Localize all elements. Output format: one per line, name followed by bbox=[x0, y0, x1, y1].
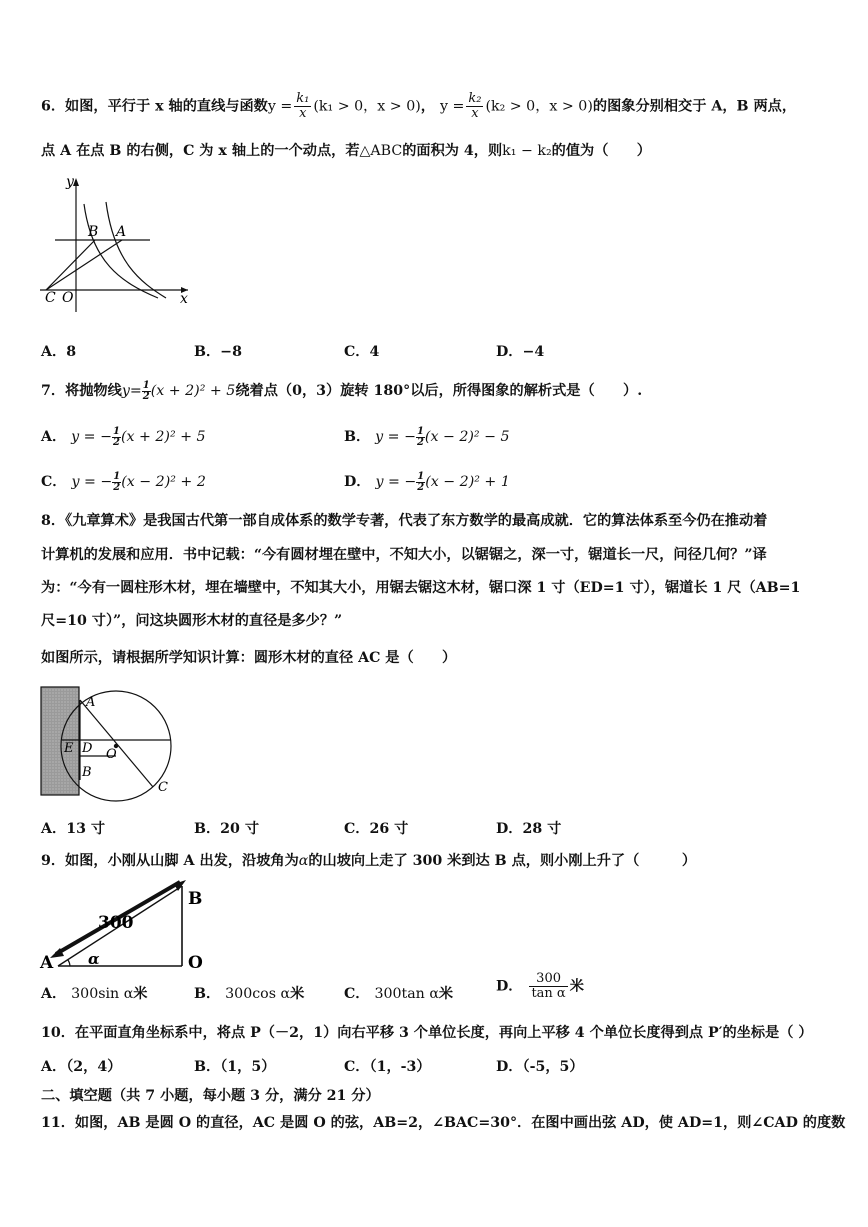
q9-fig-length: 300 bbox=[98, 913, 134, 933]
q6-option-b[interactable]: B．−8 bbox=[194, 344, 242, 360]
q9-line: 9．如图，小刚从山脚 A 出发，沿坡角为α的山坡向上走了 300 米到达 B 点，则小刚上升了（ ） bbox=[41, 853, 697, 869]
q7-option-d[interactable]: D． y = − $\frac{1}{2}$ (x − 2)² + 1 bbox=[344, 470, 510, 493]
q10-line: 10．在平面直角坐标系中，将点 P（－2，1）向右平移 3 个单位长度，再向上平移 4 个单位长度得到点 P′的坐标是（ ） bbox=[41, 1025, 813, 1041]
q9-option-a[interactable]: A． 300sin α米 bbox=[41, 986, 148, 1002]
q7-half: $\frac{1}{2}$ bbox=[142, 379, 150, 402]
q7-option-c[interactable]: C． y = − $\frac{1}{2}$ (x − 2)² + 2 bbox=[41, 470, 206, 493]
q6-option-d[interactable]: D．−4 bbox=[496, 344, 545, 360]
q8-line5: 如图所示，请根据所学知识计算：圆形木材的直径 AC 是（ ） bbox=[41, 650, 457, 666]
q7-option-b[interactable]: B． y = − $\frac{1}{2}$ (x − 2)² − 5 bbox=[344, 425, 510, 448]
q8-fig-label-c: C bbox=[158, 780, 168, 795]
q8-option-c[interactable]: C．26 寸 bbox=[344, 821, 409, 837]
q9-fig-label-b: B bbox=[188, 889, 203, 909]
q6-fig-label-b: B bbox=[88, 224, 99, 240]
q9-option-d[interactable]: D． $\frac{300}{\text{tan α}}$ 米 bbox=[496, 971, 584, 1001]
q6-fig-label-a: A bbox=[116, 224, 127, 240]
q6-line1: 6．如图，平行于 x 轴的直线与函数y = $\frac{\text{k₁}}{x}$ (k₁ > 0，x > 0)， y = $\frac{\text{k₂}}{x}$ (k₂ > 0，x > 0)的图象分别相交于 A，B 两点， bbox=[41, 91, 797, 121]
q9-figure bbox=[38, 880, 218, 976]
q6-fig-label-c: C bbox=[45, 290, 56, 306]
q10-option-b[interactable]: B．（1，5） bbox=[194, 1059, 276, 1075]
q9-option-b[interactable]: B． 300cos α米 bbox=[194, 986, 305, 1002]
q8-fig-label-o: O bbox=[106, 747, 117, 762]
q6-line2: 点 A 在点 B 的右侧，C 为 x 轴上的一个动点，若△ABC的面积为 4，则k₁ − k₂的值为（ ） bbox=[41, 143, 651, 159]
q6-fraction-2: $\frac{\text{k₂}}{x}$ bbox=[468, 91, 482, 121]
section-heading: 二、填空题（共 7 小题，每小题 3 分，满分 21 分） bbox=[41, 1088, 380, 1104]
q8-fig-label-d: D bbox=[82, 741, 93, 756]
q8-fig-label-b: B bbox=[82, 765, 92, 780]
q9-fig-label-alpha: α bbox=[88, 950, 100, 968]
q8-fig-label-a: A bbox=[86, 695, 96, 710]
q6-figure bbox=[40, 172, 200, 312]
q6-fig-label-x: x bbox=[180, 291, 188, 307]
q9-fig-label-o: O bbox=[188, 953, 203, 973]
q9-fig-label-a: A bbox=[40, 953, 54, 973]
q7-option-a[interactable]: A． y = − $\frac{1}{2}$ (x + 2)² + 5 bbox=[41, 425, 206, 448]
q8-line1: 8．《九章算术》是我国古代第一部自成体系的数学专著，代表了东方数学的最高成就．它的算法体系至今仍在推动着 bbox=[41, 513, 768, 529]
q6-option-a[interactable]: A．8 bbox=[41, 344, 77, 360]
q10-option-a[interactable]: A．（2，4） bbox=[41, 1059, 122, 1075]
q7-line: 7．将抛物线y= $\frac{1}{2}$ (x + 2)² + 5绕着点（0，3）旋转 180°以后，所得图象的解析式是（ ）. bbox=[41, 379, 643, 402]
q10-option-d[interactable]: D．（-5，5） bbox=[496, 1059, 584, 1075]
q8-line2: 计算机的发展和应用．书中记载：“今有圆材埋在壁中，不知大小，以锯锯之，深一寸，锯道长一尺，问径几何？”译 bbox=[41, 547, 767, 563]
q6-fig-label-y: y bbox=[66, 174, 74, 190]
q11-line: 11．如图，AB 是圆 O 的直径，AC 是圆 O 的弦，AB=2，∠BAC=30°．在图中画出弦 AD，使 AD=1，则∠CAD 的度数 bbox=[41, 1115, 846, 1131]
q8-option-d[interactable]: D．28 寸 bbox=[496, 821, 562, 837]
q10-option-c[interactable]: C．（1，-3） bbox=[344, 1059, 431, 1075]
q8-line4: 尺=10 寸）”，问这块圆形木材的直径是多少？” bbox=[41, 613, 343, 629]
q6-option-c[interactable]: C．4 bbox=[344, 344, 380, 360]
q8-option-b[interactable]: B．20 寸 bbox=[194, 821, 260, 837]
q8-option-a[interactable]: A．13 寸 bbox=[41, 821, 106, 837]
q8-line3: 为：“今有一圆柱形木材，埋在墙壁中，不知其大小，用锯去锯这木材，锯口深 1 寸（ED=1 寸），锯道长 1 尺（AB=1 bbox=[41, 580, 801, 596]
q6-fig-label-o: O bbox=[62, 290, 74, 306]
q8-figure bbox=[40, 686, 180, 798]
q6-fraction-1: $\frac{\text{k₁}}{x}$ bbox=[296, 91, 310, 121]
q9-option-c[interactable]: C． 300tan α米 bbox=[344, 986, 454, 1002]
q8-fig-label-e: E bbox=[64, 741, 74, 756]
